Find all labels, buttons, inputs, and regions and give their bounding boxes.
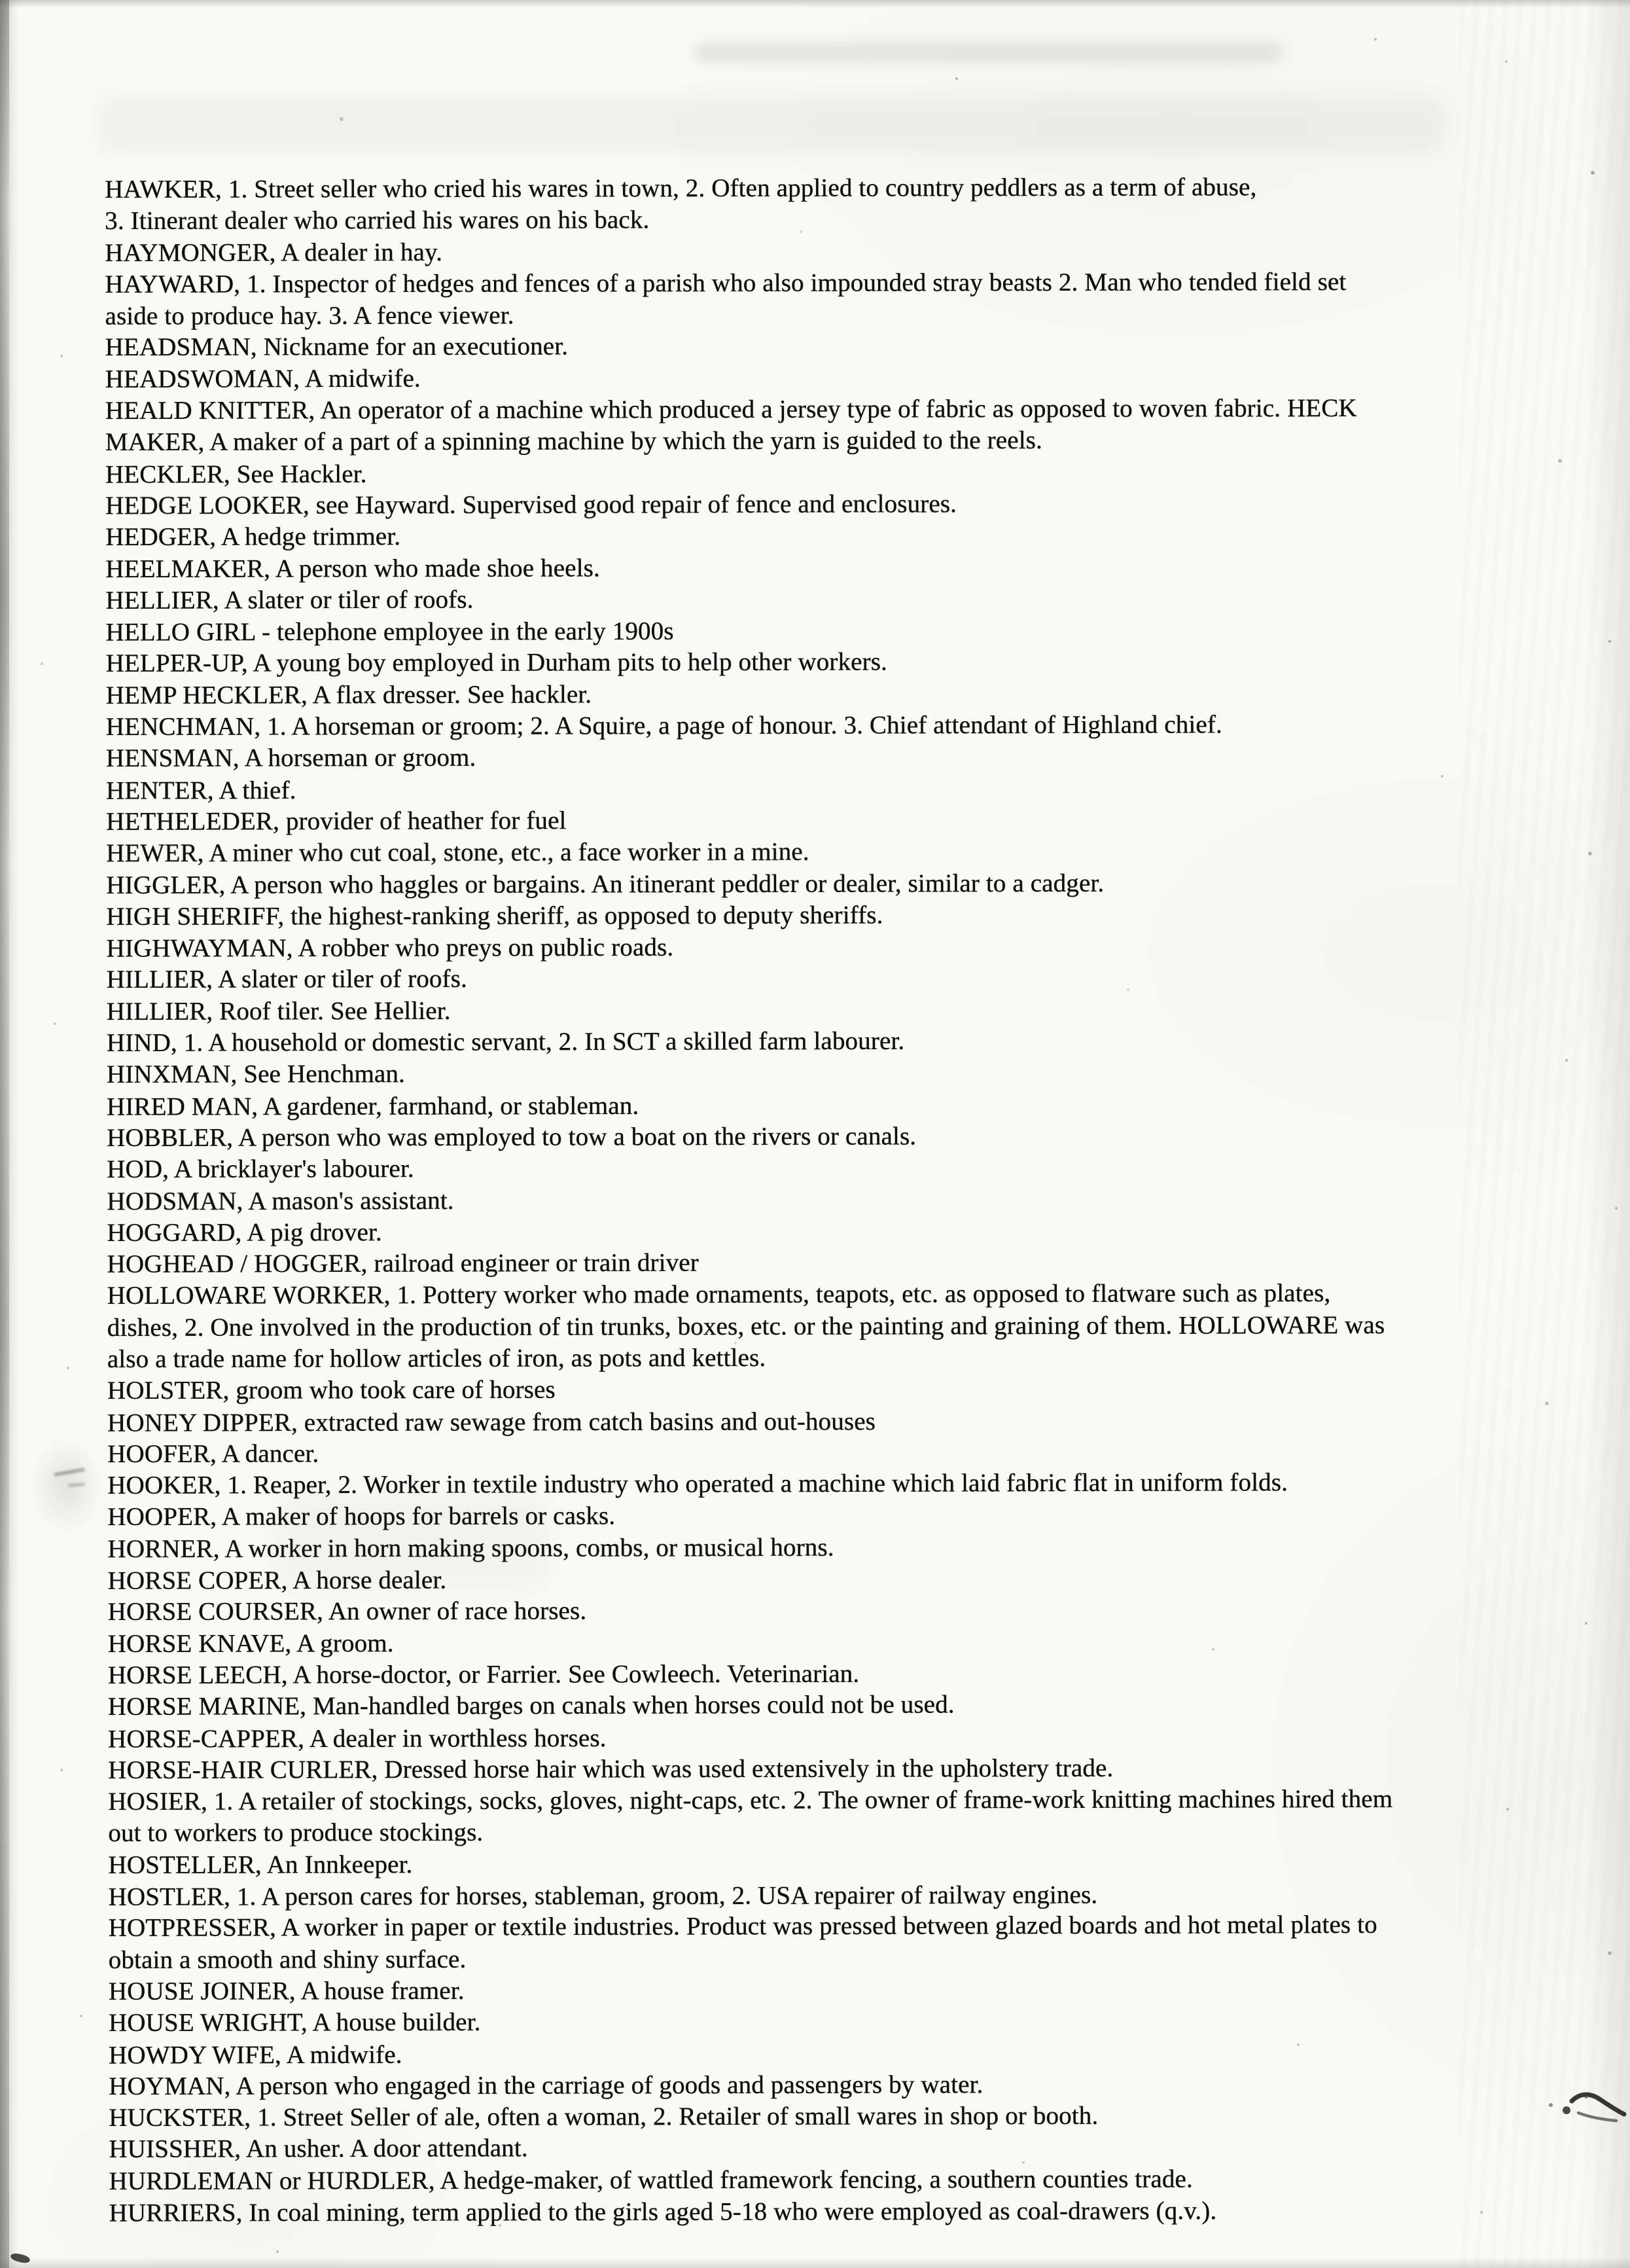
text-line: MAKER, A maker of a part of a spinning machine by which the yarn is guided to the reels. — [105, 426, 1042, 457]
text-line: HELLIER, A slater or tiler of roofs. — [105, 585, 474, 615]
text-line: HOBBLER, A person who was employed to tow a boat on the rivers or canals. — [107, 1122, 917, 1152]
text-line: HODSMAN, A mason's assistant. — [107, 1186, 454, 1215]
text-line: HORSE COURSER, An owner of race horses. — [107, 1596, 587, 1627]
text-line: HOGGARD, A pig drover. — [107, 1217, 382, 1247]
text-line: HOTPRESSER, A worker in paper or textile industries. Product was pressed between glazed boards and hot metal plates to — [108, 1911, 1377, 1943]
text-line: HIGHWAYMAN, A robber who preys on public roads. — [106, 933, 674, 963]
text-line: HEDGE LOOKER, see Hayward. Supervised good repair of fence and enclosures. — [105, 490, 957, 520]
text-line: HORSE-CAPPER, A dealer in worthless horses. — [107, 1723, 607, 1754]
text-line: HORNER, A worker in horn making spoons, combs, or musical horns. — [107, 1533, 834, 1563]
text-line: HOOPER, A maker of hoops for barrels or casks. — [107, 1502, 616, 1532]
text-line: HELLO GIRL - telephone employee in the early 1900s — [105, 617, 674, 647]
text-line: HOGHEAD / HOGGER, railroad engineer or train driver — [107, 1248, 699, 1279]
text-line: HIGH SHERIFF, the highest-ranking sheriff, as opposed to deputy sheriffs. — [106, 901, 883, 931]
text-line: HIND, 1. A household or domestic servant, 2. In SCT a skilled farm labourer. — [106, 1026, 905, 1057]
scan-edge-left — [0, 0, 18, 2268]
text-line: HEELMAKER, A person who made shoe heels. — [105, 553, 600, 583]
scan-edge-top — [0, 0, 1630, 8]
pen-scribble-mark — [1543, 2084, 1630, 2134]
text-line: HOOKER, 1. Reaper, 2. Worker in textile industry who operated a machine which laid fabric flat in uniform folds. — [107, 1468, 1288, 1500]
text-line: HORSE-HAIR CURLER, Dressed horse hair which was used extensively in the upholstery trade. — [108, 1754, 1114, 1784]
scan-smudge-left-margin — [29, 1437, 104, 1535]
text-line: HENSMAN, A horseman or groom. — [105, 744, 476, 773]
text-line: obtain a smooth and shiny surface. — [108, 1945, 467, 1974]
text-line: HOD, A bricklayer's labourer. — [107, 1155, 414, 1184]
text-line: HENCHMAN, 1. A horseman or groom; 2. A Squire, a page of honour. 3. Chief attendant of Highland chief. — [105, 710, 1222, 742]
text-line: also a trade name for hollow articles of iron, as pots and kettles. — [107, 1343, 766, 1373]
text-line: HIRED MAN, A gardener, farmhand, or stableman. — [106, 1091, 639, 1121]
text-line: HOOFER, A dancer. — [107, 1439, 319, 1468]
bleedthrough-smudge-top-1 — [694, 42, 1283, 63]
text-line: out to workers to produce stockings. — [108, 1818, 484, 1848]
text-line: 3. Itinerant dealer who carried his wares on his back. — [105, 206, 650, 236]
text-line: HOSTELLER, An Innkeeper. — [108, 1850, 413, 1879]
text-line: HURDLEMAN or HURDLER, A hedge-maker, of wattled framework fencing, a southern counties trade. — [109, 2165, 1193, 2195]
text-line: HORSE MARINE, Man-handled barges on canals when horses could not be used. — [107, 1690, 955, 1721]
text-line: HOUSE WRIGHT, A house builder. — [108, 2008, 481, 2038]
text-line: HENTER, A thief. — [105, 776, 296, 805]
text-line: HECKLER, See Hackler. — [105, 459, 367, 489]
scan-edge-bottom — [0, 2258, 1630, 2268]
scan-streaks-right — [1460, 0, 1630, 2268]
text-line: HAYWARD, 1. Inspector of hedges and fences of a parish who also impounded stray beasts 2. Man who tended field set — [105, 267, 1347, 298]
text-line: HEADSMAN, Nickname for an executioner. — [105, 333, 569, 362]
text-line: HILLIER, A slater or tiler of roofs. — [106, 965, 467, 994]
text-line: HIGGLER, A person who haggles or bargains. An itinerant peddler or dealer, similar to a cadger. — [106, 869, 1105, 899]
text-line: HOYMAN, A person who engaged in the carriage of goods and passengers by water. — [109, 2070, 983, 2100]
text-line: HUISSHER, An usher. A door attendant. — [109, 2134, 528, 2164]
text-line: HOSIER, 1. A retailer of stockings, socks, gloves, night-caps, etc. 2. The owner of frame-work knitting machines hired them — [108, 1785, 1393, 1816]
text-line: HONEY DIPPER, extracted raw sewage from catch basins and out-houses — [107, 1407, 876, 1437]
text-line: HETHELEDER, provider of heather for fuel — [106, 806, 567, 836]
text-line: HORSE COPER, A horse dealer. — [107, 1566, 447, 1595]
text-line: HOLSTER, groom who took care of horses — [107, 1375, 556, 1405]
text-line: HOWDY WIFE, A midwife. — [108, 2040, 402, 2070]
text-line: HEWER, A miner who cut coal, stone, etc., a face worker in a mine. — [106, 837, 809, 868]
text-line: HOLLOWARE WORKER, 1. Pottery worker who made ornaments, teapots, etc. as opposed to flatware such as plates, — [107, 1279, 1331, 1310]
text-line: HOUSE JOINER, A house framer. — [108, 1976, 465, 2006]
text-line: HEMP HECKLER, A flax dresser. See hackler. — [105, 680, 592, 710]
text-line: dishes, 2. One involved in the production of tin trunks, boxes, etc. or the painting and graining of them. HOLLOWARE was — [107, 1310, 1385, 1342]
text-line: HORSE LEECH, A horse-doctor, or Farrier. See Cowleech. Veterinarian. — [107, 1659, 860, 1689]
text-line: aside to produce hay. 3. A fence viewer. — [105, 301, 514, 331]
text-line: HORSE KNAVE, A groom. — [107, 1629, 394, 1658]
text-line: HEDGER, A hedge trimmer. — [105, 522, 401, 552]
occupation-glossary-text-block — [105, 171, 1394, 2229]
text-line: HILLIER, Roof tiler. See Hellier. — [106, 996, 451, 1026]
bleedthrough-smudge-top-2 — [98, 97, 1446, 152]
text-line: HUCKSTER, 1. Street Seller of ale, often a woman, 2. Retailer of small wares in shop or booth. — [109, 2101, 1099, 2133]
text-line: HOSTLER, 1. A person cares for horses, stableman, groom, 2. USA repairer of railway engines. — [108, 1881, 1098, 1911]
text-line: HINXMAN, See Henchman. — [106, 1060, 405, 1089]
text-line: HURRIERS, In coal mining, term applied to the girls aged 5-18 who were employed as coal-drawers (q.v.). — [109, 2197, 1217, 2227]
text-line: HEALD KNITTER, An operator of a machine which produced a jersey type of fabric as opposed to woven fabric. HECK — [105, 394, 1357, 425]
text-line: HAYMONGER, A dealer in hay. — [105, 238, 442, 267]
text-line: HAWKER, 1. Street seller who cried his wares in town, 2. Often applied to country peddlers as a term of abuse, — [105, 173, 1257, 204]
text-line: HELPER-UP, A young boy employed in Durham pits to help other workers. — [105, 647, 887, 678]
text-line: HEADSWOMAN, A midwife. — [105, 364, 421, 393]
